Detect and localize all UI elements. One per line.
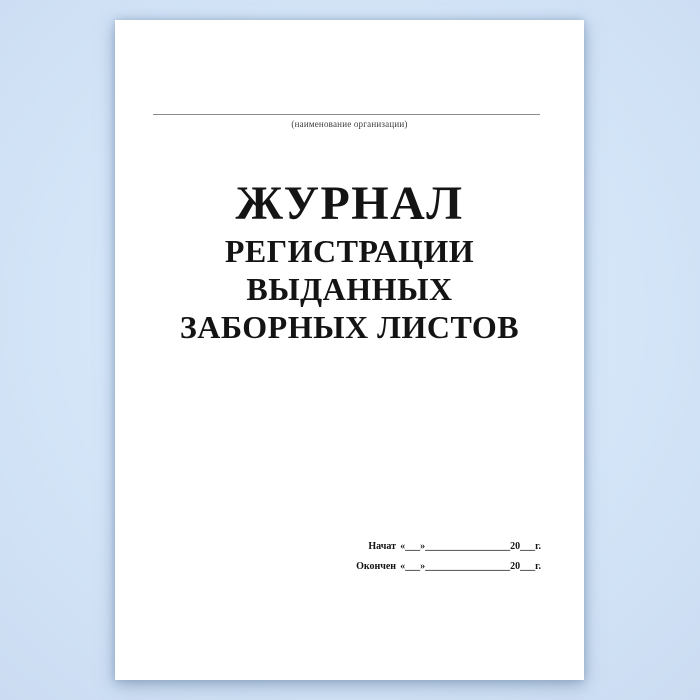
started-label: Начат (368, 541, 397, 552)
started-date-row (356, 541, 541, 555)
journal-cover-page (115, 20, 584, 680)
journal-title-main: ЖУРНАЛ (235, 177, 464, 230)
organization-name-blank-line (153, 114, 540, 115)
journal-title-block (115, 176, 584, 346)
finished-date-row (356, 561, 541, 575)
started-blank-line: «___»_________________20___г. (400, 541, 541, 552)
journal-subtitle-line-2: ВЫДАННЫХ (246, 271, 453, 307)
organization-name-caption: (наименование организации) (291, 119, 408, 129)
finished-label: Окончен (356, 561, 397, 572)
finished-blank-line: «___»_________________20___г. (400, 561, 541, 572)
journal-subtitle-line-1: РЕГИСТРАЦИИ (224, 233, 475, 269)
dates-block (356, 541, 541, 581)
journal-subtitle-line-3: ЗАБОРНЫХ ЛИСТОВ (179, 309, 520, 345)
